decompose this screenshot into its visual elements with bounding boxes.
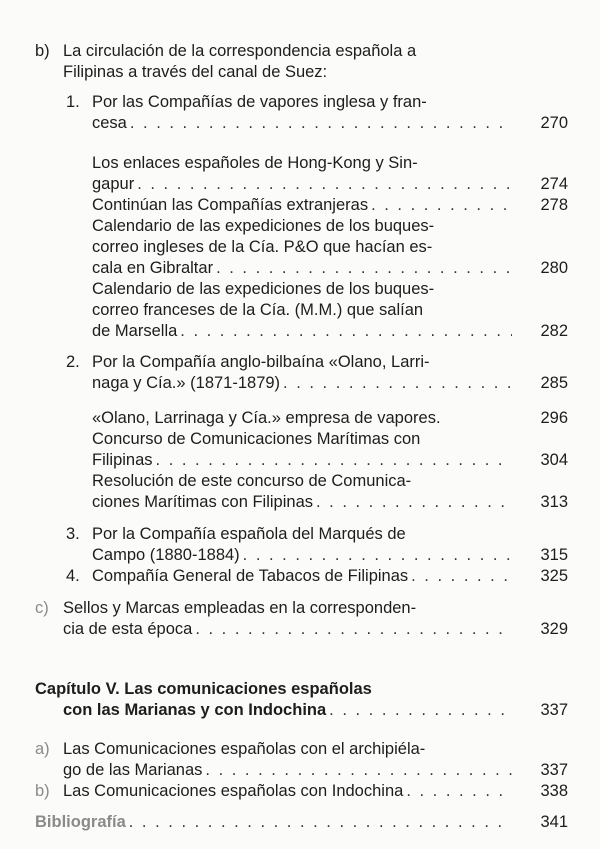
leader-dots xyxy=(283,373,512,394)
item-title-line: Campo (1880-1884) xyxy=(92,546,240,564)
subitem-title-line: ciones Marítimas con Filipinas xyxy=(92,493,313,511)
subitem-title-line: de Marsella xyxy=(92,322,178,340)
toc-leader xyxy=(92,492,512,513)
toc-section-c xyxy=(0,598,600,619)
chapter-title-line: con las Marianas y con Indochina xyxy=(63,701,327,719)
page-number: 338 xyxy=(540,782,568,800)
item-title-line: Compañía General de Tabacos de Filipinas xyxy=(92,567,409,585)
subitem-title-line: gapur xyxy=(92,175,135,193)
toc-leader xyxy=(92,450,512,471)
section-marker: a) xyxy=(35,740,50,758)
chapter-title-line: Capítulo V. Las comunicaciones españolas xyxy=(35,680,372,698)
toc-leader xyxy=(35,812,512,833)
toc-chapter5-section-b xyxy=(0,781,600,802)
leader-dots xyxy=(316,492,512,513)
leader-dots xyxy=(130,113,512,134)
item-number: 3. xyxy=(66,525,80,543)
item-title-line: naga y Cía.» (1871-1879) xyxy=(92,374,281,392)
toc-leader xyxy=(92,174,512,195)
item-title-line: Por la Compañía española del Marqués de xyxy=(92,525,406,543)
toc-subitem-calendario-franceses xyxy=(0,279,600,300)
toc-leader xyxy=(92,373,512,394)
toc-subitem-calendario-ingleses xyxy=(0,216,600,237)
section-title-line: Las Comunicaciones españolas con Indochina xyxy=(63,782,404,800)
section-title-line: La circulación de la correspondencia española a xyxy=(63,42,417,60)
section-marker: b) xyxy=(35,782,50,800)
toc-leader xyxy=(92,113,512,134)
section-title-line: cia de esta época xyxy=(63,620,193,638)
section-title-line: go de las Marianas xyxy=(63,761,203,779)
leader-dots xyxy=(406,781,512,802)
subitem-title-line: Calendario de las expediciones de los buques- xyxy=(92,280,435,298)
subitem-title-line: Los enlaces españoles de Hong-Kong y Sin- xyxy=(92,154,418,172)
item-number: 4. xyxy=(66,567,80,585)
toc-chapter5-section-a xyxy=(0,739,600,760)
item-title-line: cesa xyxy=(92,114,127,132)
toc-subitem-resolucion xyxy=(0,471,600,492)
toc-leader xyxy=(92,258,512,279)
leader-dots xyxy=(243,545,512,566)
leader-dots xyxy=(156,450,512,471)
toc-subitem-olano xyxy=(0,408,600,429)
toc-leader xyxy=(92,321,512,342)
toc-subitem-continuan xyxy=(0,195,600,216)
page-number: 280 xyxy=(540,259,568,277)
toc-chapter-5 xyxy=(0,679,600,700)
section-title-line: Sellos y Marcas empleadas en la corresponden- xyxy=(63,599,417,617)
page-number: 313 xyxy=(540,493,568,511)
page-number: 296 xyxy=(540,409,568,427)
section-marker: c) xyxy=(35,599,49,617)
subitem-title-line: correo ingleses de la Cía. P&O que hacían es- xyxy=(92,238,433,256)
item-number: 2. xyxy=(66,353,80,371)
subitem-title-line: Calendario de las expediciones de los buques- xyxy=(92,217,435,235)
toc-leader xyxy=(92,195,512,216)
leader-dots xyxy=(329,700,512,721)
toc-item-1 xyxy=(0,92,600,113)
page-number: 278 xyxy=(540,196,568,214)
subitem-title-line: Filipinas xyxy=(92,451,153,469)
subitem-title-line: cala en Gibraltar xyxy=(92,259,214,277)
subitem-title-line: Resolución de este concurso de Comunica- xyxy=(92,472,412,490)
page-number: 274 xyxy=(540,175,568,193)
toc-leader xyxy=(63,700,512,721)
toc-item-4 xyxy=(0,566,600,587)
page-number: 304 xyxy=(540,451,568,469)
leader-dots xyxy=(137,174,512,195)
item-number: 1. xyxy=(66,93,80,111)
leader-dots xyxy=(195,619,512,640)
toc-leader xyxy=(63,781,512,802)
toc-leader xyxy=(92,545,512,566)
page-number: 270 xyxy=(540,114,568,132)
subitem-title-line: Concurso de Comunicaciones Marítimas con xyxy=(92,430,421,448)
toc-leader xyxy=(63,619,512,640)
page-number: 325 xyxy=(540,567,568,585)
page-number: 329 xyxy=(540,620,568,638)
leader-dots xyxy=(129,812,512,833)
leader-dots xyxy=(371,195,512,216)
toc-leader xyxy=(92,566,512,587)
item-title-line: Por la Compañía anglo-bilbaína «Olano, Larri- xyxy=(92,353,430,371)
toc-section-b xyxy=(0,41,600,62)
toc-item-2 xyxy=(0,352,600,373)
subitem-title-line: correo franceses de la Cía. (M.M.) que salían xyxy=(92,301,424,319)
toc-subitem-enlaces xyxy=(0,153,600,174)
toc-subitem-concurso xyxy=(0,429,600,450)
section-title-line: Filipinas a través del canal de Suez: xyxy=(63,63,328,81)
leader-dots xyxy=(411,566,512,587)
page-number: 337 xyxy=(540,701,568,719)
leader-dots xyxy=(205,760,512,781)
page-number: 341 xyxy=(540,813,568,831)
page-number: 285 xyxy=(540,374,568,392)
leader-dots xyxy=(180,321,512,342)
page-number: 315 xyxy=(540,546,568,564)
subitem-title-line: «Olano, Larrinaga y Cía.» empresa de vapores. xyxy=(92,409,441,427)
bibliography-label: Bibliografía xyxy=(35,813,126,831)
toc-leader xyxy=(63,760,512,781)
item-title-line: Por las Compañías de vapores inglesa y fran- xyxy=(92,93,427,111)
section-title-line: Las Comunicaciones españolas con el archipiéla- xyxy=(63,740,426,758)
toc-item-3 xyxy=(0,524,600,545)
page-number: 337 xyxy=(540,761,568,779)
toc-bibliografia xyxy=(0,812,600,833)
subitem-title-line: Continúan las Compañías extranjeras xyxy=(92,196,369,214)
page-number: 282 xyxy=(540,322,568,340)
leader-dots xyxy=(216,258,512,279)
section-marker: b) xyxy=(35,42,50,60)
